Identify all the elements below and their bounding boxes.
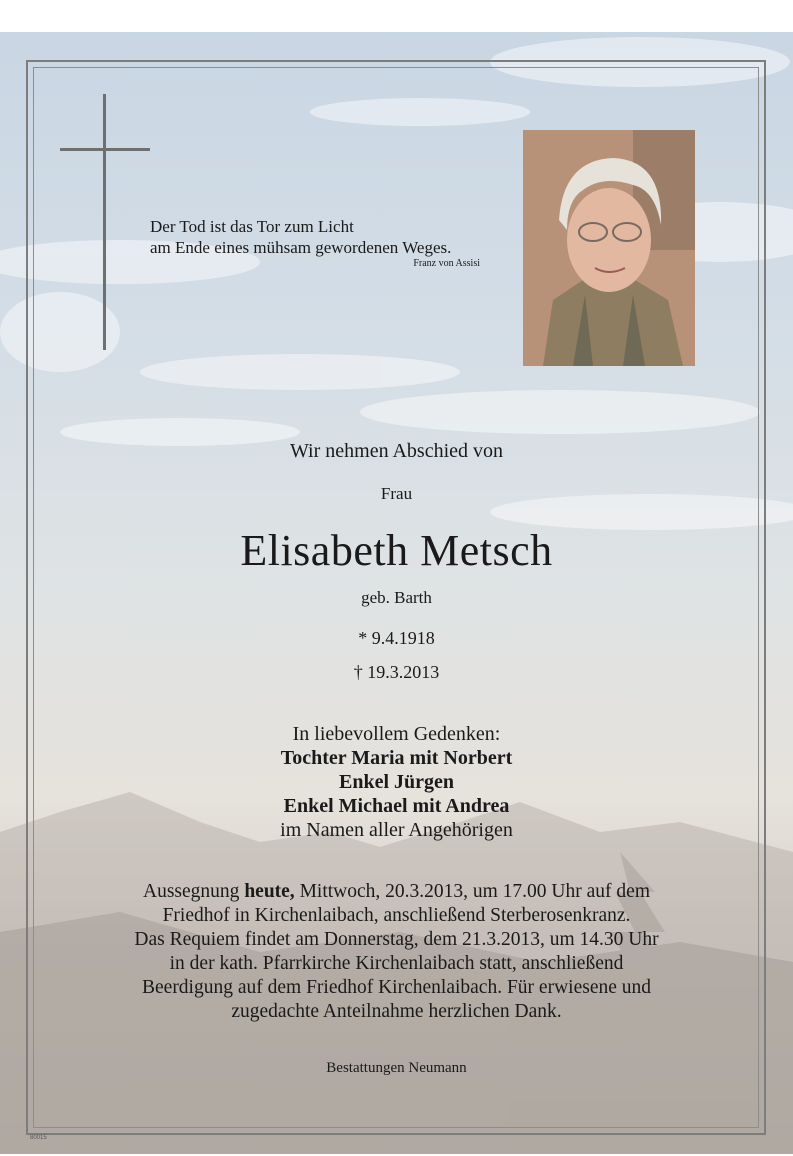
announcement-emphasis: heute, xyxy=(244,881,295,902)
mourners-block xyxy=(0,722,793,842)
mourner-line: Enkel Michael mit Andrea xyxy=(283,795,510,817)
announcement-text: Aussegnung xyxy=(143,881,245,902)
cross-icon xyxy=(103,94,106,350)
obituary-card xyxy=(0,32,793,1154)
print-code: 80015 xyxy=(30,1135,47,1141)
announcement-line: zugedachte Anteilnahme herzlichen Dank. xyxy=(231,1001,562,1022)
mourners-outro: im Namen aller Angehörigen xyxy=(280,819,513,841)
announcement-line xyxy=(0,880,793,904)
cross-icon-bar xyxy=(60,148,150,151)
mourners-intro: In liebevollem Gedenken: xyxy=(292,723,501,745)
undertaker: Bestattungen Neumann xyxy=(326,1060,467,1076)
quote-line-2: am Ende eines mühsam gewordenen Weges. xyxy=(150,238,452,257)
announcement-line: Beerdigung auf dem Friedhof Kirchenlaibach. Für erwiesene und xyxy=(142,977,651,998)
quote-block xyxy=(150,216,490,270)
announcement-text: Mittwoch, 20.3.2013, um 17.00 Uhr auf dem xyxy=(294,881,650,902)
birth-name: geb. Barth xyxy=(361,588,432,607)
quote-line-1: Der Tod ist das Tor zum Licht xyxy=(150,217,354,236)
portrait-photo xyxy=(523,130,695,366)
announcement-line: Das Requiem findet am Donnerstag, dem 21.3.2013, um 14.30 Uhr xyxy=(134,929,659,950)
farewell-intro: Wir nehmen Abschied von xyxy=(289,440,504,462)
death-date: † 19.3.2013 xyxy=(353,662,440,682)
announcement-line: Friedhof in Kirchenlaibach, anschließend Sterberosenkranz. xyxy=(162,905,631,926)
salutation: Frau xyxy=(380,484,413,503)
portrait-illustration xyxy=(523,130,695,366)
quote-author: Franz von Assisi xyxy=(413,258,480,269)
mourner-line: Tochter Maria mit Norbert xyxy=(280,747,513,769)
mourner-line: Enkel Jürgen xyxy=(338,771,455,793)
birth-date: * 9.4.1918 xyxy=(358,628,435,648)
deceased-name: Elisabeth Metsch xyxy=(240,526,553,575)
service-announcement xyxy=(0,880,793,1024)
announcement-line: in der kath. Pfarrkirche Kirchenlaibach statt, anschließend xyxy=(169,953,624,974)
